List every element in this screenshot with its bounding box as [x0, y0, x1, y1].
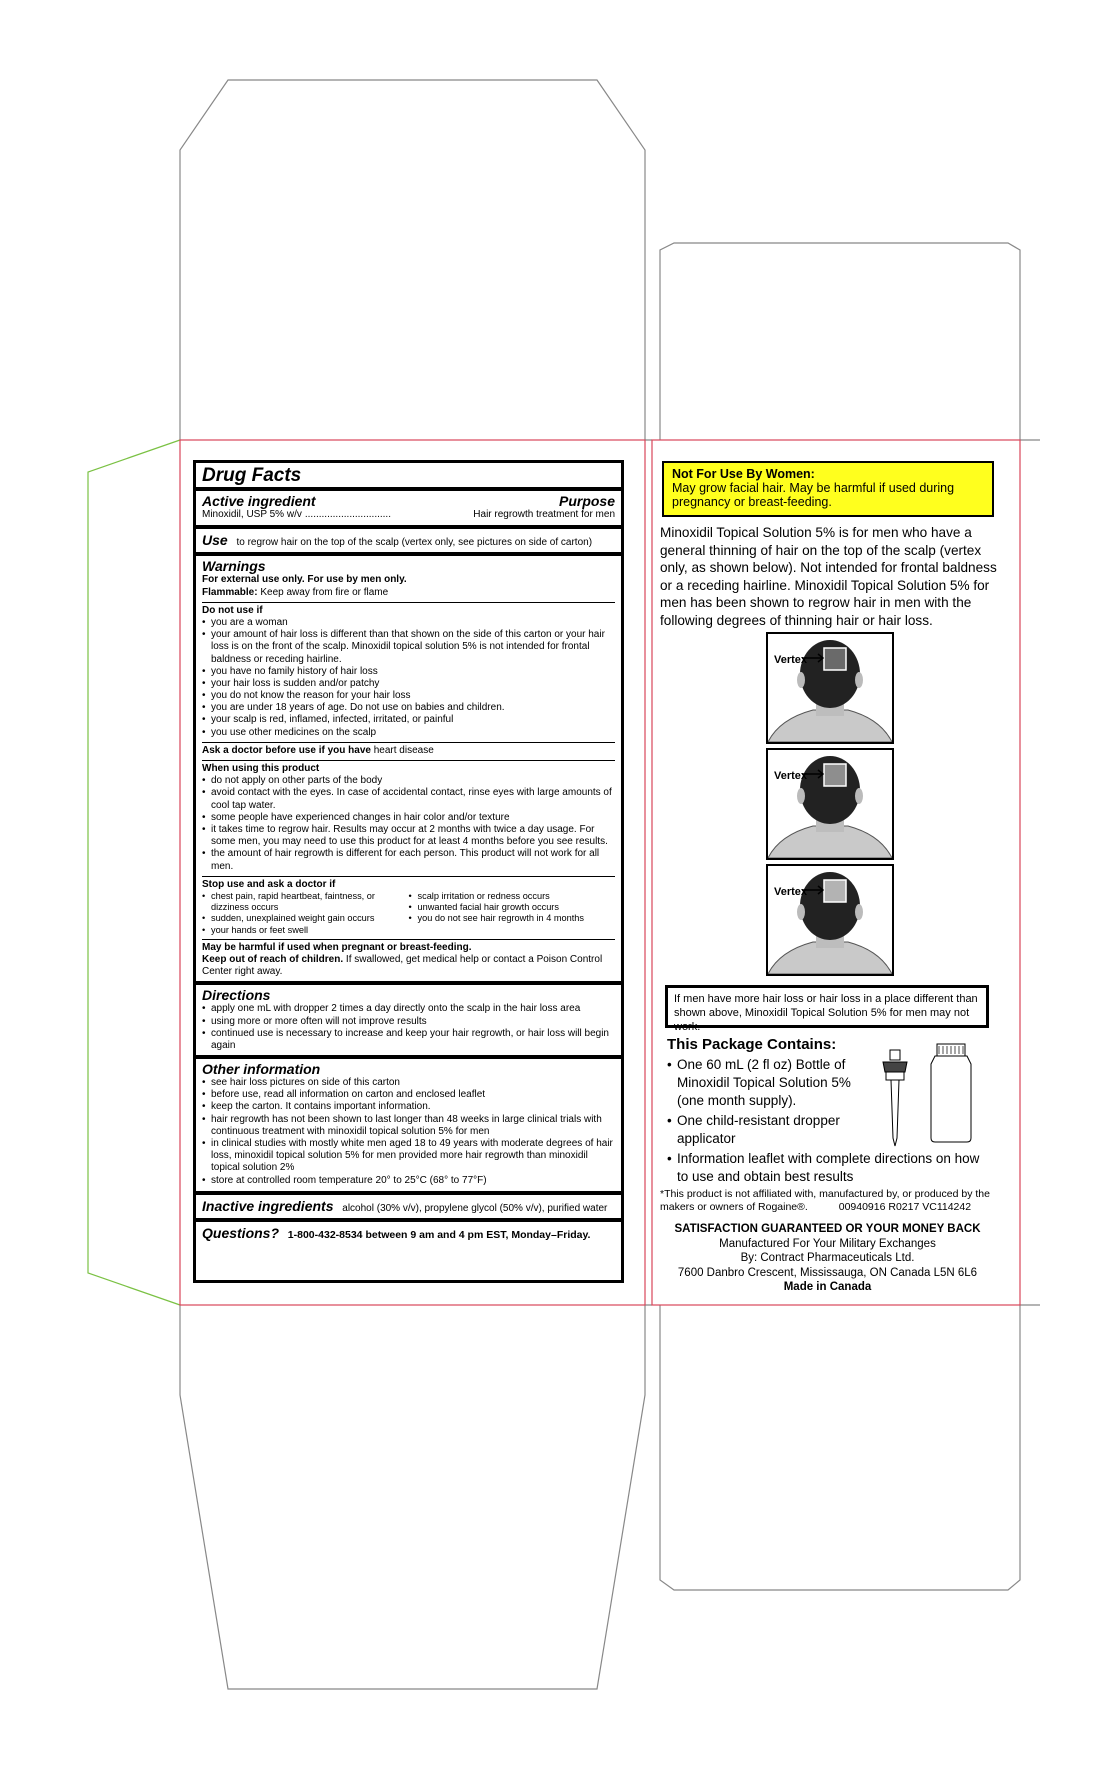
list-item: • your scalp is red, inflamed, infected, irritated, or painful — [202, 714, 615, 726]
ingredient-row — [202, 509, 615, 521]
list-item: • your amount of hair loss is different than that shown on the side of this carton or your hair loss is on the front of the scalp. Minoxidil topical solution 5% is not intended for frontal baldness or receding hairline. — [202, 629, 615, 666]
list-item: • see hair loss pictures on side of this carton — [202, 1077, 615, 1089]
flammable-label: Flammable: — [202, 586, 258, 598]
list-item: • sudden, unexplained weight gain occurs — [202, 913, 409, 924]
list-item: • your hands or feet swell — [202, 925, 409, 936]
list-item: • do not apply on other parts of the body — [202, 775, 615, 787]
bottom-left-flap — [180, 1305, 645, 1689]
vertex-label: Vertex — [774, 886, 808, 898]
pregnant-warning: May be harmful if used when pregnant or breast-feeding. — [202, 941, 472, 953]
vertex-label: Vertex — [774, 770, 808, 782]
list-item: • you are under 18 years of age. Do not use on babies and children. — [202, 702, 615, 714]
warning-text: May grow facial hair. May be harmful if used during pregnancy or breast-feeding. — [672, 481, 955, 509]
vertex-illustration-3 — [766, 864, 894, 976]
ingredient-name: Minoxidil, USP 5% w/v — [202, 509, 302, 520]
list-item: • continued use is necessary to increase and keep your hair regrowth, or hair loss will begin again — [202, 1028, 615, 1052]
flammable-text: Keep away from fire or flame — [260, 586, 389, 598]
list-item: • avoid contact with the eyes. In case of accidental contact, rinse eyes with large amounts of cool tap water. — [202, 787, 615, 811]
keep-out-heading: Keep out of reach of children. — [202, 953, 344, 965]
warn-external: For external use only. For use by men only. — [202, 574, 407, 586]
guarantee: SATISFACTION GUARANTEED OR YOUR MONEY BACK — [674, 1223, 981, 1235]
manufacturer-info — [660, 1222, 995, 1295]
do-not-use-heading: Do not use if — [202, 604, 263, 616]
product-intro: Minoxidil Topical Solution 5% is for men who have a general thinning of hair on the top of the scalp (vertex only, as shown below). Not intended for frontal baldness or a receding hairline. Minoxidil Topical Solution 5% for men has been shown to regrow hair in men with the following degrees of thinning hair or hair loss. — [660, 525, 997, 628]
stop-use-heading: Stop use and ask a doctor if — [202, 878, 336, 890]
vertex-label: Vertex — [774, 654, 808, 666]
list-item: • in clinical studies with mostly white men aged 18 to 49 years with moderate degrees of hair loss, minoxidil topical solution 5% for men provided more hair regrowth than minoxidil topical solution 2% — [202, 1138, 615, 1175]
list-item: • using more or more often will not improve results — [202, 1016, 615, 1028]
manufacturer-address: 7600 Danbro Crescent, Mississauga, ON Canada L5N 6L6 — [677, 1266, 978, 1279]
top-left-flap — [180, 80, 645, 440]
inactive-section — [202, 1195, 615, 1218]
directions-list — [202, 1003, 615, 1052]
do-not-use-list — [202, 617, 615, 739]
inactive-heading: Inactive ingredients — [202, 1197, 334, 1214]
dropper-bottle-icon — [877, 1038, 987, 1148]
package-title: This Package Contains: — [667, 1036, 837, 1053]
ask-doctor-heading: Ask a doctor before use if you have — [202, 744, 371, 756]
active-ingredient-heading: Active ingredient — [202, 493, 316, 509]
list-item: • some people have experienced changes in hair color and/or texture — [202, 812, 615, 824]
directions-heading: Directions — [202, 987, 271, 1004]
vertex-illustration-2 — [766, 748, 894, 860]
list-item: • One child-resistant dropper applicator — [667, 1113, 840, 1146]
when-using-heading: When using this product — [202, 763, 320, 774]
purpose-heading: Purpose — [558, 493, 615, 509]
list-item: • your hair loss is sudden and/or patchy — [202, 678, 615, 690]
list-item: • it takes time to regrow hair. Results may occur at 2 months with twice a day usage. For some men, you may need to use this product for at least 4 months before you see results. — [202, 824, 615, 848]
other-info-heading: Other information — [202, 1061, 321, 1078]
use-section — [202, 529, 615, 552]
warnings-heading: Warnings — [202, 558, 266, 575]
list-item: • unwanted facial hair growth occurs — [409, 902, 616, 913]
drug-facts-title: Drug Facts — [202, 465, 302, 486]
use-heading: Use — [202, 532, 228, 549]
ask-doctor-text: heart disease — [373, 744, 434, 756]
list-item: • you have no family history of hair loss — [202, 666, 615, 678]
list-item: • chest pain, rapid heartbeat, faintness, or dizziness occurs — [202, 891, 409, 913]
disclaimer — [660, 1188, 995, 1214]
package-contents — [667, 1036, 997, 1186]
list-item: • keep the carton. It contains important information. — [202, 1101, 615, 1113]
list-item: • you do not see hair regrowth in 4 months — [409, 913, 616, 924]
made-in: Made in Canada — [783, 1281, 872, 1293]
list-item: • apply one mL with dropper 2 times a day directly onto the scalp in the hair loss area — [202, 1003, 615, 1015]
inactive-text: alcohol (30% v/v), propylene glycol (50% v/v), purified water — [342, 1202, 608, 1214]
glue-flap — [88, 440, 180, 1305]
stop-use-columns — [202, 891, 615, 936]
top-right-flap — [660, 243, 1020, 440]
questions-heading: Questions? — [202, 1224, 280, 1241]
manufacturer-name: By: Contract Pharmaceuticals Ltd. — [740, 1252, 915, 1264]
hair-loss-notice: If men have more hair loss or hair loss in a place different than shown above, Minoxidil Topical Solution 5% for men may not work. — [665, 985, 989, 1028]
questions-text: 1-800-432-8534 between 9 am and 4 pm EST, Monday–Friday. — [287, 1228, 591, 1241]
other-info-list — [202, 1077, 615, 1187]
bottom-right-flap — [660, 1305, 1020, 1590]
list-item: • you are a woman — [202, 617, 615, 629]
use-text: to regrow hair on the top of the scalp (vertex only, see pictures on side of carton) — [236, 537, 593, 549]
not-for-women-warning — [662, 461, 994, 517]
warning-title: Not For Use By Women: — [672, 467, 815, 481]
keep-out-text: If swallowed, get medical help or contact a Poison Control Center right away. — [202, 953, 603, 978]
ingredient-dots: ............................... — [304, 509, 391, 520]
disclaimer-text: *This product is not affiliated with, manufactured by, or produced by the makers or owners of Rogaine®. — [660, 1188, 990, 1213]
list-item: • store at controlled room temperature 20° to 25°C (68° to 77°F) — [202, 1175, 615, 1187]
list-item: • you use other medicines on the scalp — [202, 727, 615, 739]
product-codes: 00940916 R0217 VC114242 — [838, 1201, 972, 1213]
manufactured-for: Manufactured For Your Military Exchanges — [719, 1237, 936, 1250]
drug-facts-panel — [193, 460, 624, 1283]
list-item: • hair regrowth has not been shown to last longer than 48 weeks in large clinical trials with continuous treatment with minoxidil topical solution 5% for men — [202, 1114, 615, 1138]
ingredient-purpose: Hair regrowth treatment for men — [473, 509, 615, 520]
list-item: • you do not know the reason for your hair loss — [202, 690, 615, 702]
list-item: • One 60 mL (2 fl oz) Bottle of Minoxidil Topical Solution 5% (one month supply). — [667, 1057, 851, 1108]
list-item: • scalp irritation or redness occurs — [409, 891, 616, 902]
list-item: • the amount of hair regrowth is different for each person. This product will not work for all men. — [202, 848, 615, 872]
list-item: • before use, read all information on carton and enclosed leaflet — [202, 1089, 615, 1101]
vertex-illustration-1 — [766, 632, 894, 744]
questions-section — [202, 1222, 615, 1245]
list-item: • Information leaflet with complete directions on how to use and obtain best results — [667, 1151, 980, 1184]
when-using-list — [202, 775, 615, 873]
